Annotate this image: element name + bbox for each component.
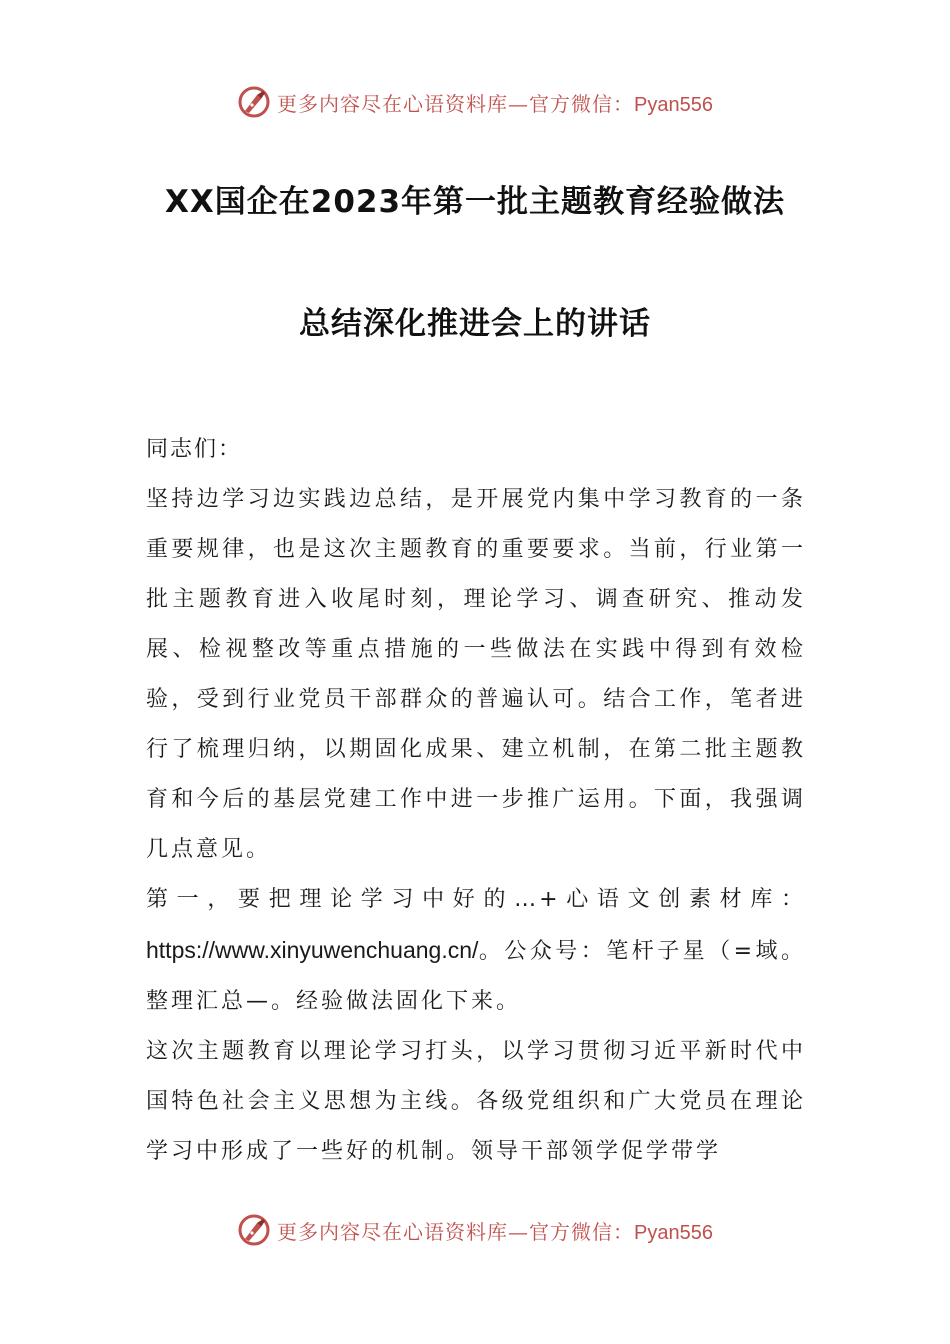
- greeting: 同志们：: [146, 437, 243, 462]
- document-title-line2: 总结深化推进会上的讲话: [299, 306, 651, 342]
- paragraph-3: 这次主题教育以理论学习打头，以学习贯彻习近平新时代中国特色社会主义思想为主线。各级党组织和广大党员在理论学习中形成了一些好的机制。领导干部领学促学带学: [146, 1039, 806, 1164]
- footer-banner: [0, 1210, 950, 1250]
- header-banner: [0, 82, 950, 122]
- wechat-id: Pyan556: [634, 1221, 713, 1244]
- source-url: https://www.xinyuwenchuang.cn/: [146, 937, 479, 963]
- banner-text: 更多内容尽在心语资料库—官方微信：Pyan556: [277, 1219, 713, 1244]
- wechat-id: Pyan556: [634, 93, 713, 116]
- paragraph-2: 第一，要把理论学习中好的…+心语文创素材库：https://www.xinyuwenchuang.cn/。公众号：笔杆子星（=域。整理汇总—。经验做法固化下来。: [146, 887, 806, 1014]
- pen-nib-circle-icon: [237, 1213, 271, 1247]
- banner-text: 更多内容尽在心语资料库—官方微信：Pyan556: [277, 91, 713, 116]
- paragraph-1: 坚持边学习边实践边总结，是开展党内集中学习教育的一条重要规律，也是这次主题教育的重要要求。当前，行业第一批主题教育进入收尾时刻，理论学习、调查研究、推动发展、检视整改等重点措施的一些做法在实践中得到有效检验，受到行业党员干部群众的普遍认可。结合工作，笔者进行了梳理归纳，以期固化成果、建立机制，在第二批主题教育和今后的基层党建工作中进一步推广运用。下面，我强调几点意见。: [146, 487, 806, 862]
- document-title-line1: XX国企在2023年第一批主题教育经验做法: [164, 184, 786, 220]
- document-body: [146, 425, 806, 1177]
- pen-nib-circle-icon: [237, 85, 271, 119]
